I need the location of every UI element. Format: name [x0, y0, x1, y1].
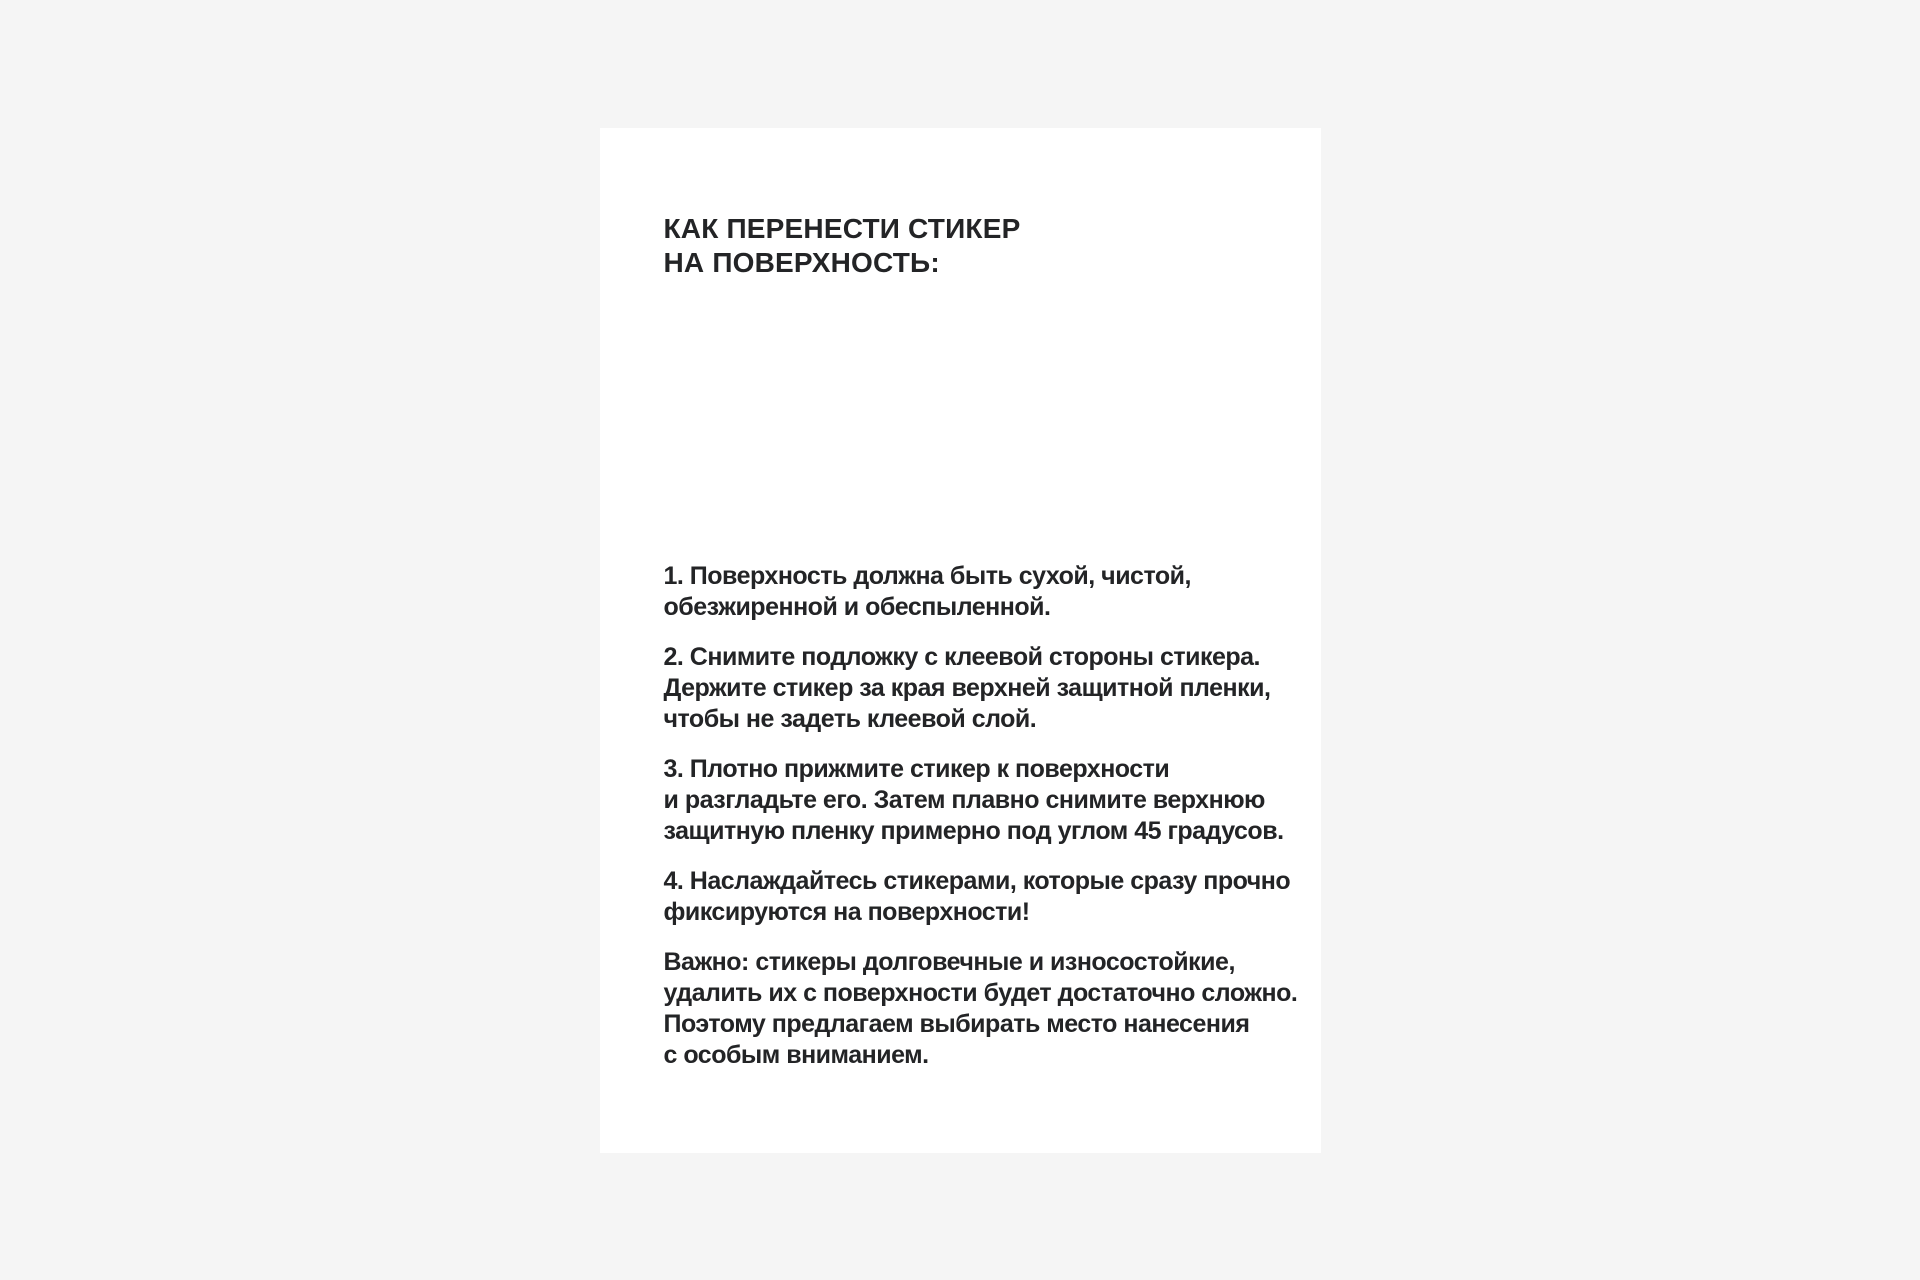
paragraph-line: 2. Снимите подложку с клеевой стороны стикера. — [663, 642, 1260, 671]
paragraph-line: Важно: стикеры долговечные и износостойкие, — [663, 947, 1235, 976]
title-line: НА ПОВЕРХНОСТЬ: — [663, 246, 940, 278]
paragraph-line: удалить их с поверхности будет достаточно сложно. — [663, 978, 1298, 1007]
paragraph-line: и разгладьте его. Затем плавно снимите верхнюю — [663, 785, 1265, 814]
paragraph-line: фиксируются на поверхности! — [663, 897, 1030, 926]
instruction-paragraph-3 — [664, 754, 1293, 847]
instruction-paragraph-1 — [664, 561, 1293, 623]
paragraph-line: 1. Поверхность должна быть сухой, чистой, — [663, 561, 1191, 590]
paragraph-line: Держите стикер за края верхней защитной пленки, — [663, 673, 1271, 702]
paragraph-line: 3. Плотно прижмите стикер к поверхности — [663, 754, 1170, 783]
important-note-paragraph — [663, 947, 1298, 1071]
paragraph-line: обезжиренной и обеспыленной. — [663, 592, 1051, 621]
instruction-paragraph-2 — [664, 642, 1293, 735]
page-title — [664, 212, 1293, 280]
paragraph-line: чтобы не задеть клеевой слой. — [663, 704, 1037, 733]
instruction-card — [600, 128, 1321, 1153]
paragraph-line: Поэтому предлагаем выбирать место нанесения — [663, 1009, 1250, 1038]
paragraph-line: защитную пленку примерно под углом 45 градусов. — [663, 816, 1284, 845]
title-line: КАК ПЕРЕНЕСТИ СТИКЕР — [663, 212, 1021, 244]
instruction-paragraph-4 — [664, 866, 1293, 928]
paragraph-line: 4. Наслаждайтесь стикерами, которые сразу прочно — [663, 866, 1291, 895]
paragraph-line: с особым вниманием. — [663, 1040, 929, 1069]
